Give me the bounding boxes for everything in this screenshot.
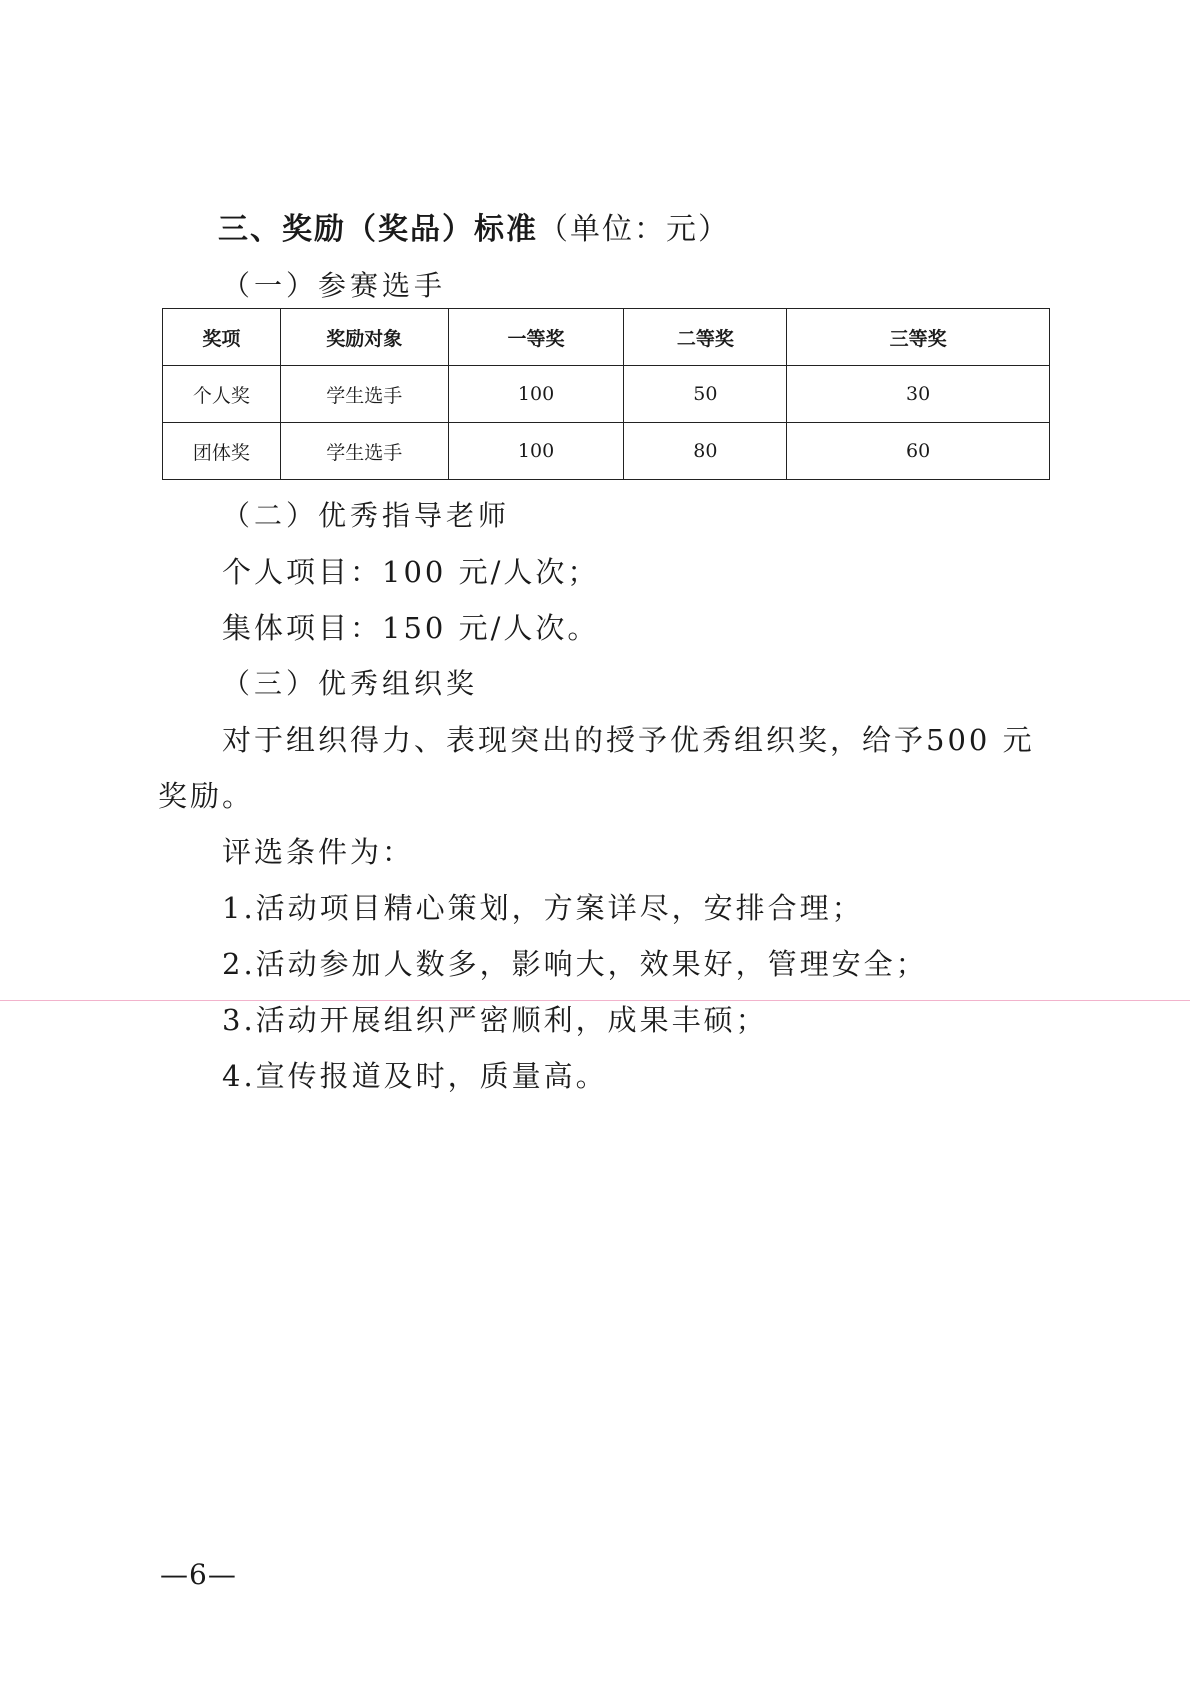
criteria-item: 1.活动项目精心策划，方案详尽，安排合理；	[222, 891, 864, 925]
award-table	[162, 308, 1050, 480]
table-header-cell: 三等奖	[787, 309, 1050, 366]
paragraph-line: 对于组织得力、表现突出的授予优秀组织奖，给予500 元	[222, 723, 1035, 757]
paragraph-line: 集体项目：150 元/人次。	[222, 611, 600, 645]
page-number: —6—	[160, 1558, 237, 1591]
table-header-row	[163, 309, 1050, 366]
subsection-3-title: （三）优秀组织奖	[222, 667, 479, 700]
table-cell: 个人奖	[163, 366, 281, 423]
table-header-cell: 一等奖	[448, 309, 624, 366]
criteria-item: 2.活动参加人数多，影响大，效果好，管理安全；	[222, 947, 928, 981]
table-cell: 100	[448, 366, 624, 423]
table-cell: 80	[624, 423, 787, 480]
criteria-intro: 评选条件为：	[222, 835, 415, 869]
table-cell: 团体奖	[163, 423, 281, 480]
subsection-2-title: （二）优秀指导老师	[222, 499, 511, 532]
criteria-item: 3.活动开展组织严密顺利，成果丰硕；	[222, 1003, 768, 1037]
table-cell: 100	[448, 423, 624, 480]
subsection-1-title: （一）参赛选手	[222, 269, 447, 302]
table-header-cell: 奖项	[163, 309, 281, 366]
table-row	[163, 423, 1050, 480]
paragraph-line: 奖励。	[158, 779, 255, 813]
section-heading-title: 三、奖励（奖品）标准	[218, 212, 538, 247]
section-heading	[218, 210, 730, 250]
table-header-cell: 奖励对象	[280, 309, 448, 366]
table-cell: 30	[787, 366, 1050, 423]
criteria-item: 4.宣传报道及时，质量高。	[222, 1059, 608, 1093]
table-cell: 学生选手	[280, 366, 448, 423]
table-row	[163, 366, 1050, 423]
table-cell: 50	[624, 366, 787, 423]
section-heading-unit: （单位：元）	[538, 212, 730, 247]
table-cell: 60	[787, 423, 1050, 480]
table-header-cell: 二等奖	[624, 309, 787, 366]
paragraph-line: 个人项目：100 元/人次；	[222, 555, 600, 589]
table-cell: 学生选手	[280, 423, 448, 480]
